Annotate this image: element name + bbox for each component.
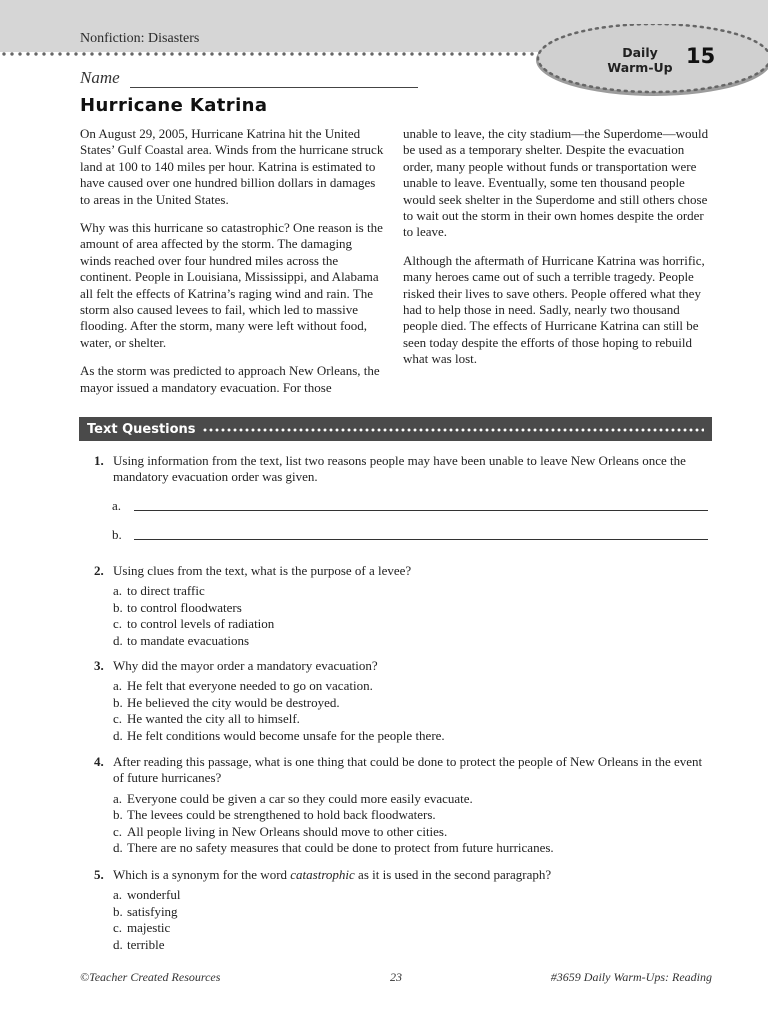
passage-paragraph: As the storm was predicted to approach New Orleans, the mayor issued a mandatory evacuation. For those xyxy=(80,363,380,395)
option-b[interactable] xyxy=(113,904,714,920)
option-text: wonderful xyxy=(127,887,181,903)
option-text: There are no safety measures that could be done to protect from future hurricanes. xyxy=(127,840,554,856)
answer-underline xyxy=(134,539,708,540)
option-text: majestic xyxy=(127,920,171,936)
option-text: to control floodwaters xyxy=(127,599,242,615)
option-d[interactable] xyxy=(113,840,714,856)
option-d[interactable] xyxy=(113,937,714,953)
option-letter: a. xyxy=(113,678,123,694)
stem-italic-word: catastrophic xyxy=(290,867,355,882)
option-c[interactable] xyxy=(113,711,714,727)
option-letter: d. xyxy=(113,936,123,952)
option-text: satisfying xyxy=(127,903,178,919)
badge-number: 15 xyxy=(686,44,716,68)
option-letter: a. xyxy=(113,887,123,903)
badge-line-warmup: Warm-Up xyxy=(607,60,673,75)
option-text: Everyone could be given a car so they could more easily evacuate. xyxy=(127,790,473,806)
stem-text: as it is used in the second paragraph? xyxy=(354,867,552,882)
option-c[interactable] xyxy=(113,920,714,936)
option-text: He believed the city would be destroyed. xyxy=(127,694,340,710)
question-2 xyxy=(94,563,714,649)
stem-text: Which is a synonym for the word xyxy=(113,867,291,882)
passage-column-left xyxy=(80,126,386,408)
option-d[interactable] xyxy=(113,633,714,649)
passage-paragraph: Why was this hurricane so catastrophic? One reason is the amount of area affected by the storm. The damaging winds reached over four hundred miles across the continent. People in Louisiana, Mississippi, and Alabama all felt the effects of Katrina’s raging wind and rain. The storm also caused levees to fail, which led to massive flooding. After the storm, many were left without food, water, or shelter. xyxy=(80,220,383,350)
option-c[interactable] xyxy=(113,616,714,632)
option-letter: b. xyxy=(113,599,123,615)
option-letter: b. xyxy=(113,903,123,919)
header-dotted-rule xyxy=(0,50,560,58)
name-field[interactable] xyxy=(80,68,420,90)
option-letter: a. xyxy=(113,583,123,599)
badge-label xyxy=(600,45,680,75)
option-letter: a. xyxy=(113,790,123,806)
option-letter: d. xyxy=(113,840,123,856)
question-stem: Using clues from the text, what is the purpose of a levee? xyxy=(113,563,412,578)
question-number: 4. xyxy=(94,754,104,769)
answer-label: a. xyxy=(112,498,122,513)
option-text: He wanted the city all to himself. xyxy=(127,711,300,727)
name-underline xyxy=(130,87,418,88)
option-b[interactable] xyxy=(113,695,714,711)
option-text: terrible xyxy=(127,936,165,952)
answer-line-a[interactable] xyxy=(112,498,712,514)
option-a[interactable] xyxy=(113,791,714,807)
option-letter: c. xyxy=(113,711,123,727)
section-heading-label: Text Questions xyxy=(87,421,196,437)
question-stem: Why did the mayor order a mandatory evacuation? xyxy=(113,658,378,673)
option-letter: c. xyxy=(113,616,123,632)
option-c[interactable] xyxy=(113,824,714,840)
option-d[interactable] xyxy=(113,728,714,744)
option-text: The levees could be strengthened to hold back floodwaters. xyxy=(127,807,436,823)
name-label: Name xyxy=(80,68,120,87)
question-stem: Using information from the text, list two reasons people may have been unable to leave New Orleans once the mandatory evacuation order was given. xyxy=(113,453,686,485)
passage-paragraph: unable to leave, the city stadium—the Superdome—would be used as a temporary shelter. Despite the evacuation order, many people without funds or transportation were unable to leave. Eventually, some ten thousand people would seek shelter in the Superdome and still others chose to wait out the storm in their own homes despite the order to leave. xyxy=(403,126,709,240)
option-letter: d. xyxy=(113,727,123,743)
option-b[interactable] xyxy=(113,600,714,616)
option-letter: b. xyxy=(113,694,123,710)
answer-line-b[interactable] xyxy=(112,527,712,543)
option-a[interactable] xyxy=(113,678,714,694)
question-1 xyxy=(94,453,714,486)
question-3 xyxy=(94,658,714,744)
answer-underline xyxy=(134,510,708,511)
answer-label: b. xyxy=(112,527,122,542)
option-letter: b. xyxy=(113,807,123,823)
option-text: He felt that everyone needed to go on vacation. xyxy=(127,678,373,694)
option-b[interactable] xyxy=(113,807,714,823)
question-stem: After reading this passage, what is one thing that could be done to protect the people of New Orleans in the event of future hurricanes? xyxy=(113,754,703,786)
passage-column-right xyxy=(403,126,713,380)
page-title: Hurricane Katrina xyxy=(80,95,268,116)
question-4 xyxy=(94,754,714,856)
footer-book-title: #3659 Daily Warm-Ups: Reading xyxy=(550,970,712,984)
footer-page-number: 23 xyxy=(390,970,402,984)
option-text: to control levels of radiation xyxy=(127,616,275,632)
option-letter: c. xyxy=(113,920,123,936)
question-number: 3. xyxy=(94,658,104,673)
option-a[interactable] xyxy=(113,583,714,599)
option-text: to mandate evacuations xyxy=(127,632,250,648)
option-letter: c. xyxy=(113,823,123,839)
section-label: Nonfiction: Disasters xyxy=(80,31,200,46)
option-text: to direct traffic xyxy=(127,583,205,599)
badge-line-daily: Daily xyxy=(622,45,658,60)
option-letter: d. xyxy=(113,632,123,648)
option-text: He felt conditions would become unsafe for the people there. xyxy=(127,727,445,743)
heading-dotted-rule xyxy=(202,427,704,433)
option-text: All people living in New Orleans should move to other cities. xyxy=(127,823,448,839)
question-number: 1. xyxy=(94,453,104,468)
question-5 xyxy=(94,867,714,953)
passage-paragraph: On August 29, 2005, Hurricane Katrina hit the United States’ Gulf Coastal area. Winds from the hurricane struck land at 100 to 140 miles per hour. Katrina is estimated to have caused over one hundred billion dollars in damages to areas in the United States. xyxy=(80,126,384,207)
question-number: 2. xyxy=(94,563,104,578)
footer-publisher: ©Teacher Created Resources xyxy=(80,970,221,984)
question-stem xyxy=(113,867,714,883)
passage-paragraph: Although the aftermath of Hurricane Katrina was horrific, many heroes came out of such a terrible tragedy. People risked their lives to save others. People offered what they had to help those in need. Sadly, nearly two thousand people died. The effects of Hurricane Katrina can still be seen today despite the efforts of those hoping to rebuild what was lost. xyxy=(403,252,705,367)
text-questions-heading xyxy=(79,417,712,441)
option-a[interactable] xyxy=(113,887,714,903)
question-number: 5. xyxy=(94,867,104,882)
